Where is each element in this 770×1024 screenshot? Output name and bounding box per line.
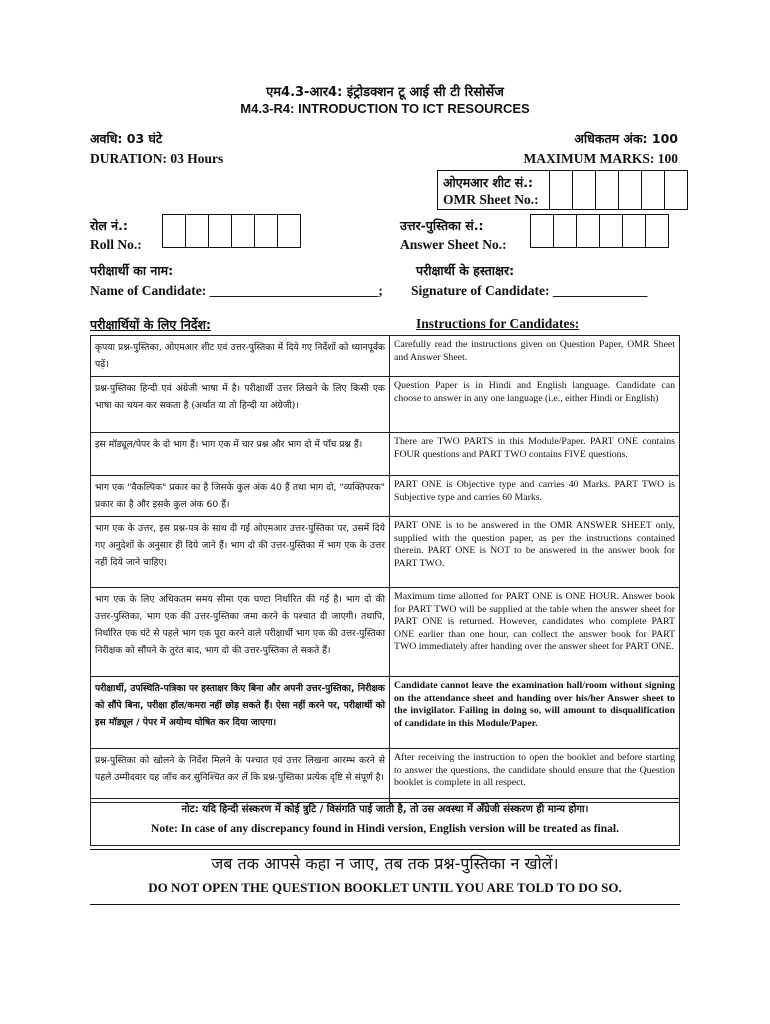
instruction-hindi: भाग एक "वैकल्पिक" प्रकार का है जिसके कुल अंक 40 हैं तथा भाग दो, "व्यक्तिपरक" प्रकार का है और इसके कुल अंक 60 हैं। xyxy=(91,476,390,517)
bottom-divider xyxy=(90,904,680,905)
instructions-heading-hindi: परीक्षार्थियों के लिए निर्देश: xyxy=(90,317,211,332)
top-divider xyxy=(90,849,680,850)
roll-label-english: Roll No.: xyxy=(90,237,142,252)
instruction-english: Question Paper is in Hindi and English language. Candidate can choose to answer in any one language (i.e., either Hindi or English) xyxy=(390,377,680,433)
instruction-row xyxy=(91,476,680,517)
instruction-hindi: भाग एक के उत्तर, इस प्रश्न-पत्र के साथ दी गई ओएमआर उत्तर-पुस्तिका पर, उसमें दिये गए अनुदेशों के अनुसार ही दिये जाने हैं। भाग दो की उत्तर-पुस्तिका में भाग एक के उत्तर नहीं दिये जाने चाहिए। xyxy=(91,517,390,588)
max-marks-english: MAXIMUM MARKS: 100 xyxy=(523,151,678,166)
instruction-row xyxy=(91,336,680,377)
answer-sheet-number-boxes[interactable] xyxy=(530,214,669,248)
warning-hindi: जब तक आपसे कहा न जाए, तब तक प्रश्न-पुस्तिका न खोलें। xyxy=(211,854,559,873)
omr-sheet-number-boxes[interactable] xyxy=(549,170,688,210)
instruction-english: Maximum time allotted for PART ONE is ONE HOUR. Answer book for PART TWO will be supplied at the table when the answer sheet for PART ONE is returned. However, candidates who complete PART ONE earlier than one hour, can collect the answer book for PART TWO immediately after handing over the answer sheet for PART ONE. xyxy=(390,588,680,677)
instruction-hindi: परीक्षार्थी, उपस्थिति-पत्रिका पर हस्ताक्षर किए बिना और अपनी उत्तर-पुस्तिका, निरीक्षक को सौंपे बिना, परीक्षा हॉल/कमरा नहीं छोड़ सकते हैं। ऐसा नहीं करने पर, परीक्षार्थी को इस मॉड्यूल / पेपर में अयोग्य घोषित कर दिया जाएगा। xyxy=(91,677,390,749)
instruction-english: Candidate cannot leave the examination hall/room without signing on the attendance sheet and handing over his/her Answer sheet to the invigilator. Failing in doing so, will amount to disqualification of candidate in this Module/Paper. xyxy=(390,677,680,749)
instructions-heading-english: Instructions for Candidates: xyxy=(416,316,580,331)
instruction-english: PART ONE is Objective type and carries 40 Marks. PART TWO is Subjective type and carries 60 Marks. xyxy=(390,476,680,517)
omr-label-english: OMR Sheet No.: xyxy=(443,192,539,207)
instruction-row xyxy=(91,517,680,588)
instruction-english: Carefully read the instructions given on Question Paper, OMR Sheet and Answer Sheet. xyxy=(390,336,680,377)
max-marks-hindi: अधिकतम अंक: 100 xyxy=(574,131,678,146)
roll-number-boxes[interactable] xyxy=(162,214,301,248)
note-hindi: नोट: यदि हिन्दी संस्करण में कोई त्रुटि / विसंगति पाई जाती है, तो उस अवस्था में अँग्रेजी संस्करण ही मान्य होगा। xyxy=(181,804,589,815)
instruction-hindi: कृपया प्रश्न-पुस्तिका, ओएमआर शीट एवं उत्तर-पुस्तिका में दिये गए निर्देशों को ध्यानपूर्वक पढ़ें। xyxy=(91,336,390,377)
instruction-row xyxy=(91,433,680,476)
instruction-hindi: भाग एक के लिए अधिकतम समय सीमा एक घण्टा निर्धारित की गई है। भाग दो की उत्तर-पुस्तिका, भाग एक की उत्तर-पुस्तिका जमा करने के पश्चात दी जाएगी। तथापि, निर्धारित एक घंटे से पहले भाग एक पूरा करने वाले परीक्षार्थी भाग एक की उत्तर-पुस्तिका निरीक्षक को सौंपने के तुरंत बाद, भाग दो की उत्तर-पुस्तिका ले सकते हैं। xyxy=(91,588,390,677)
instruction-row xyxy=(91,377,680,433)
duration-hindi: अवधि: 03 घंटे xyxy=(90,131,163,146)
roll-label-hindi: रोल नं.: xyxy=(90,218,128,233)
instruction-english: After receiving the instruction to open the booklet and before starting to answer the questions, the candidate should ensure that the Question booklet is complete in all respect. xyxy=(390,749,680,803)
instructions-table xyxy=(90,335,680,803)
instruction-english: PART ONE is to be answered in the OMR ANSWER SHEET only, supplied with the question paper, as per the instructions contained therein. PART ONE is NOT to be answered in the answer book for PART TWO. xyxy=(390,517,680,588)
instruction-hindi: प्रश्न-पुस्तिका को खोलने के निर्देश मिलने के पश्चात एवं उत्तर लिखना आरम्भ करने से पहले उम्मीदवार यह जाँच कर सुनिश्चित कर लें कि प्रश्न-पुस्तिका प्रत्येक दृष्टि से संपूर्ण है। xyxy=(91,749,390,803)
title-hindi: एम4.3-आर4: इंट्रोडक्शन टू आई सी टी रिसोर्सेज xyxy=(266,85,504,100)
instruction-row xyxy=(91,749,680,803)
candidate-name-label-hindi: परीक्षार्थी का नाम: xyxy=(90,263,174,278)
duration-english: DURATION: 03 Hours xyxy=(90,151,224,166)
omr-label-box xyxy=(437,170,550,210)
candidate-signature-line[interactable]: Signature of Candidate: ______________ xyxy=(411,283,648,298)
warning-english: DO NOT OPEN THE QUESTION BOOKLET UNTIL YOU ARE TOLD TO DO SO. xyxy=(148,880,622,895)
instruction-row xyxy=(91,588,680,677)
answer-sheet-label-hindi: उत्तर-पुस्तिका सं.: xyxy=(400,218,484,233)
title-english: M4.3-R4: INTRODUCTION TO ICT RESOURCES xyxy=(240,101,530,116)
instruction-row xyxy=(91,677,680,749)
instruction-hindi: प्रश्न-पुस्तिका हिन्दी एवं अंग्रेजी भाषा में है। परीक्षार्थी उत्तर लिखने के लिए किसी एक भाषा का चयन कर सकता है (अर्थात या तो हिन्दी या अंग्रेजी)। xyxy=(91,377,390,433)
note-english: Note: In case of any discrepancy found in Hindi version, English version will be treated as final. xyxy=(151,823,619,835)
instruction-hindi: इस मॉड्यूल/पेपर के दो भाग हैं। भाग एक में चार प्रश्न और भाग दो में पाँच प्रश्न हैं। xyxy=(91,433,390,476)
instruction-english: There are TWO PARTS in this Module/Paper. PART ONE contains FOUR questions and PART TWO contains FIVE questions. xyxy=(390,433,680,476)
candidate-signature-label-hindi: परीक्षार्थी के हस्ताक्षर: xyxy=(416,263,515,278)
omr-label-hindi: ओएमआर शीट सं.: xyxy=(443,175,534,190)
candidate-name-line[interactable]: Name of Candidate: _________________________; xyxy=(90,283,383,298)
answer-sheet-label-english: Answer Sheet No.: xyxy=(400,237,507,252)
